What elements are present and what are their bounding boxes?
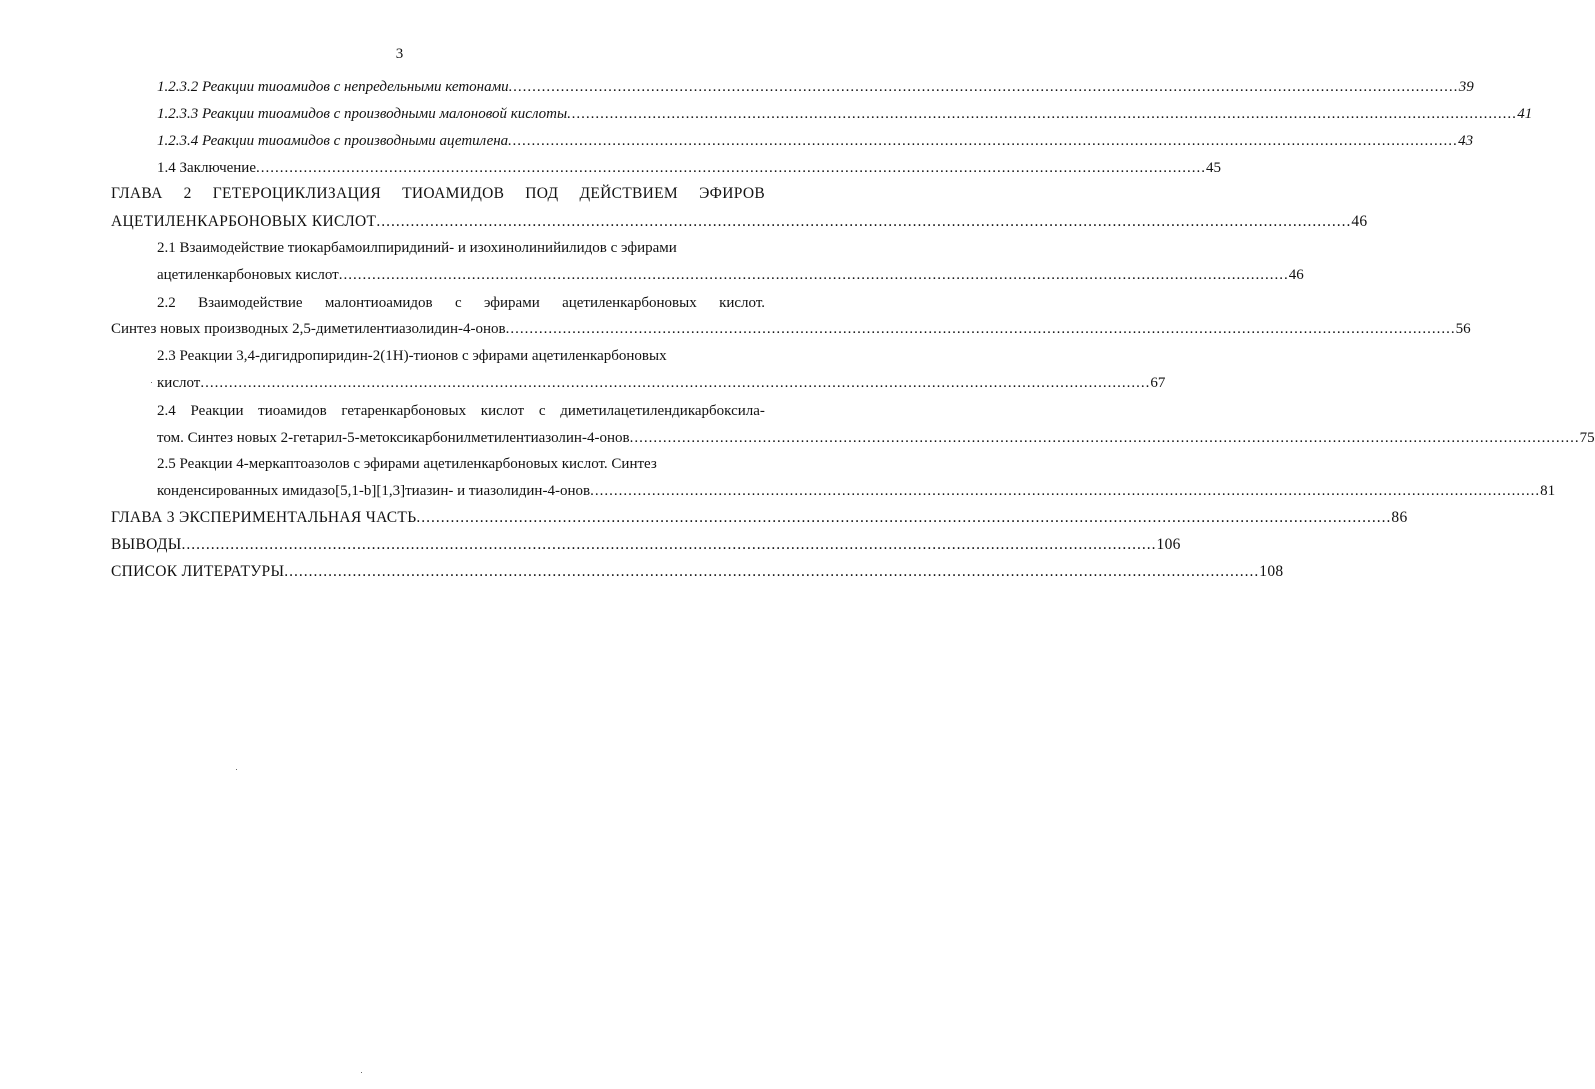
toc-entry-title: 1.2.3.4 Реакции тиоамидов с производными ацетилена	[157, 133, 509, 149]
toc-entry-2-4-line1[interactable]	[157, 402, 765, 420]
toc-references[interactable]	[111, 563, 1284, 581]
toc-entry-title: том. Синтез новых 2-гетарил-5-метоксикарбонилметилентиазолин-4-онов	[157, 430, 630, 446]
toc-entry-page: 86	[1391, 509, 1408, 526]
toc-entry-2-1[interactable]	[157, 266, 1304, 284]
toc-entry-1-4[interactable]	[157, 159, 1221, 177]
toc-entry-2-1-line1[interactable]: 2.1 Взаимодействие тиокарбамоилпиридиний- и изохинолинийилидов с эфирами	[157, 240, 677, 256]
heading-word: ПОД	[525, 185, 559, 202]
toc-entry-2-2-line1[interactable]	[157, 294, 765, 312]
scan-speck	[236, 769, 237, 770]
entry-word: ацетиленкарбоновых	[562, 295, 697, 311]
toc-chapter-2[interactable]	[111, 213, 1368, 231]
toc-entry-page: 67	[1150, 375, 1166, 391]
scan-speck	[151, 382, 152, 383]
toc-entry-page: 56	[1455, 321, 1471, 337]
entry-word: 2.4	[157, 403, 176, 419]
heading-word: ЭФИРОВ	[699, 185, 765, 202]
toc-entry-page: 43	[1458, 133, 1474, 149]
entry-word: Реакции	[190, 403, 244, 419]
toc-entry-page: 81	[1540, 483, 1556, 499]
entry-word: диметилацетилендикарбоксила-	[560, 403, 765, 419]
toc-leader-dots: ........................................................................................................................................................................................................	[508, 133, 1459, 149]
entry-word: с	[454, 295, 462, 311]
toc-leader-dots: ........................................................................................................................................................................................................	[629, 430, 1580, 446]
toc-entry-page: 41	[1517, 106, 1533, 122]
entry-word: Взаимодействие	[198, 295, 303, 311]
toc-entry-title: 1.2.3.2 Реакции тиоамидов с непредельными кетонами	[157, 79, 509, 95]
toc-entry-title: кислот	[157, 375, 201, 391]
toc-chapter-2-heading[interactable]	[111, 185, 765, 203]
entry-word: кислот	[480, 403, 525, 419]
toc-entry-page: 46	[1351, 213, 1368, 230]
toc-entry-title: АЦЕТИЛЕНКАРБОНОВЫХ КИСЛОТ	[111, 213, 377, 230]
toc-entry-title: Синтез новых производных 2,5-диметилентиазолидин-4-онов	[111, 321, 506, 337]
toc-chapter-3[interactable]	[111, 509, 1408, 527]
toc-entry-1-2-3-2[interactable]	[157, 78, 1474, 96]
toc-leader-dots: ........................................................................................................................................................................................................	[376, 213, 1352, 230]
toc-entry-title: ГЛАВА 3 ЭКСПЕРИМЕНТАЛЬНАЯ ЧАСТЬ	[111, 509, 417, 526]
toc-entry-2-5-line1[interactable]: 2.5 Реакции 4-меркаптоазолов с эфирами ацетиленкарбоновых кислот. Синтез	[157, 456, 657, 472]
entry-word: малонтиоамидов	[324, 295, 433, 311]
entry-word: 2.2	[157, 295, 176, 311]
toc-entry-title: СПИСОК ЛИТЕРАТУРЫ	[111, 563, 285, 580]
toc-entry-2-5[interactable]	[157, 482, 1556, 500]
toc-entry-2-4[interactable]	[157, 429, 1595, 447]
toc-entry-2-3-line1[interactable]: 2.3 Реакции 3,4-дигидропиридин-2(1Н)-тионов с эфирами ацетиленкарбоновых	[157, 348, 667, 364]
toc-leader-dots: ........................................................................................................................................................................................................	[567, 106, 1518, 122]
toc-leader-dots: ........................................................................................................................................................................................................	[338, 267, 1289, 283]
toc-leader-dots: ........................................................................................................................................................................................................	[505, 321, 1456, 337]
toc-entry-title: ВЫВОДЫ	[111, 536, 182, 553]
toc-conclusions[interactable]	[111, 536, 1181, 554]
entry-word: кислот.	[719, 295, 765, 311]
toc-leader-dots: ........................................................................................................................................................................................................	[416, 509, 1392, 526]
toc-entry-page: 46	[1288, 267, 1304, 283]
heading-word: ГЕТЕРОЦИКЛИЗАЦИЯ	[212, 185, 382, 202]
toc-entry-title: ацетиленкарбоновых кислот	[157, 267, 339, 283]
heading-word: ТИОАМИДОВ	[402, 185, 505, 202]
toc-entry-page: 106	[1156, 536, 1181, 553]
toc-leader-dots: ........................................................................................................................................................................................................	[590, 483, 1541, 499]
toc-entry-1-2-3-4[interactable]	[157, 132, 1474, 150]
entry-word: эфирами	[483, 295, 540, 311]
scan-speck	[361, 1072, 362, 1073]
heading-word: 2	[183, 185, 192, 202]
toc-entry-page: 39	[1458, 79, 1474, 95]
entry-word: тиоамидов	[258, 403, 327, 419]
toc-entry-title: конденсированных имидазо[5,1-b][1,3]тиазин- и тиазолидин-4-онов	[157, 483, 591, 499]
toc-entry-title: 1.2.3.3 Реакции тиоамидов с производными малоновой кислоты	[157, 106, 568, 122]
page-number: 3	[395, 46, 404, 62]
toc-entry-2-3[interactable]	[157, 374, 1166, 392]
toc-leader-dots: ........................................................................................................................................................................................................	[284, 563, 1260, 580]
toc-entry-page: 45	[1206, 160, 1221, 176]
toc-entry-1-2-3-3[interactable]	[157, 105, 1533, 123]
entry-word: гетаренкарбоновых	[341, 403, 467, 419]
toc-leader-dots: ........................................................................................................................................................................................................	[181, 536, 1157, 553]
toc-entry-page: 75	[1579, 430, 1595, 446]
toc-leader-dots: ........................................................................................................................................................................................................	[200, 375, 1151, 391]
heading-word: ДЕЙСТВИЕМ	[579, 185, 678, 202]
heading-word: ГЛАВА	[111, 185, 163, 202]
entry-word: с	[538, 403, 546, 419]
toc-entry-title: 1.4 Заключение	[157, 160, 256, 176]
toc-entry-page: 108	[1259, 563, 1284, 580]
toc-leader-dots: ........................................................................................................................................................................................................	[508, 79, 1459, 95]
toc-leader-dots: ........................................................................................................................................................................................................	[256, 160, 1206, 176]
toc-entry-2-2[interactable]	[111, 320, 1471, 338]
